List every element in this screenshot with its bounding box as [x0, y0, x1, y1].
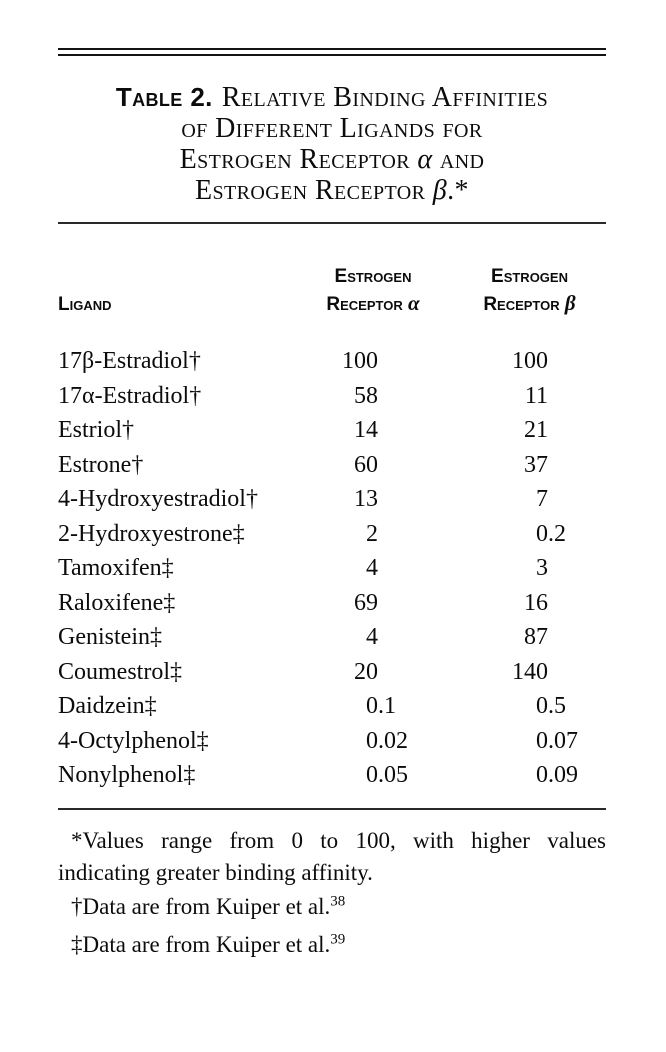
- ligand-cell: Coumestrol‡: [58, 658, 182, 685]
- col-header-er-beta-line2: Receptor β: [483, 291, 576, 315]
- value-fraction-part: .02: [378, 727, 408, 754]
- col-header-er-alpha-line2: Receptor α: [326, 291, 420, 315]
- title-line-3: Estrogen Receptor α and: [179, 144, 485, 175]
- ligand-cell: Genistein‡: [58, 624, 162, 650]
- er-beta-value-cell: [453, 551, 606, 586]
- ligand-cell: Estrone†: [58, 451, 144, 478]
- footnote-double-dagger: ‡Data are from Kuiper et al.$^{39}$: [71, 930, 346, 957]
- beta-symbol: β: [564, 291, 576, 315]
- value-fraction-part: .1: [378, 693, 396, 719]
- col-header-er-alpha: [293, 224, 453, 344]
- er-alpha-value-cell: [293, 620, 453, 655]
- table-row: [58, 344, 606, 379]
- footnote-dagger: †Data are from Kuiper et al.$^{38}$: [71, 892, 346, 919]
- footnote-star: *Values range from 0 to 100, with higher values indicating greater binding affinity.: [58, 827, 606, 885]
- value-integer-part: 3: [536, 555, 548, 581]
- table-row: [58, 724, 606, 759]
- table-row: [58, 517, 606, 552]
- table-header: [58, 224, 606, 344]
- value-integer-part: 37: [524, 451, 548, 478]
- er-beta-value-cell: [453, 655, 606, 690]
- table-title: [58, 82, 606, 206]
- ligand-cell: Daidzein‡: [58, 693, 157, 719]
- table-row: [58, 758, 606, 793]
- value-fraction-part: .09: [548, 762, 578, 788]
- er-beta-value-cell: [453, 724, 606, 759]
- reference-superscript: 39: [330, 930, 346, 947]
- col-header-er-alpha-line1: Estrogen: [334, 266, 412, 287]
- value-integer-part: 13: [354, 486, 378, 512]
- col-header-er-beta: [453, 224, 606, 344]
- value-fraction-part: .2: [548, 520, 566, 547]
- value-integer-part: 4: [366, 555, 378, 581]
- reference-superscript: 38: [330, 892, 346, 909]
- table-row: [58, 413, 606, 448]
- value-integer-part: 2: [366, 520, 378, 547]
- er-alpha-value-cell: [293, 413, 453, 448]
- er-alpha-value-cell: [293, 344, 453, 379]
- value-integer-part: 0: [366, 727, 378, 754]
- ligand-cell: Tamoxifen‡: [58, 555, 174, 581]
- ligand-cell: 17β-Estradiol†: [58, 348, 201, 374]
- value-integer-part: 0: [536, 762, 548, 788]
- alpha-symbol: α: [417, 144, 433, 175]
- value-fraction-part: .05: [378, 762, 408, 788]
- value-integer-part: 14: [354, 417, 378, 443]
- value-integer-part: 0: [366, 693, 378, 719]
- er-beta-value-cell: [453, 586, 606, 621]
- er-beta-value-cell: [453, 482, 606, 517]
- table-number-label: Table 2.: [115, 82, 213, 112]
- bottom-rule: [58, 808, 606, 810]
- er-beta-value-cell: [453, 620, 606, 655]
- header-row: [58, 224, 606, 344]
- er-beta-value-cell: [453, 517, 606, 552]
- er-beta-value-cell: [453, 448, 606, 483]
- binding-affinity-table: [58, 224, 606, 793]
- er-alpha-value-cell: [293, 655, 453, 690]
- title-line-4: Estrogen Receptor β.*: [195, 175, 469, 206]
- value-integer-part: 140: [512, 658, 548, 685]
- ligand-cell: 4-Hydroxyestradiol†: [58, 486, 258, 512]
- table-row: [58, 620, 606, 655]
- er-beta-value-cell: [453, 689, 606, 724]
- er-beta-value-cell: [453, 344, 606, 379]
- value-integer-part: 100: [342, 348, 378, 374]
- value-fraction-part: .5: [548, 693, 566, 719]
- value-integer-part: 69: [354, 589, 378, 616]
- table-row: [58, 655, 606, 690]
- er-alpha-value-cell: [293, 482, 453, 517]
- value-integer-part: 11: [524, 382, 548, 409]
- ligand-cell: 4-Octylphenol‡: [58, 727, 209, 754]
- value-integer-part: 0: [536, 727, 548, 754]
- ligand-cell: Estriol†: [58, 417, 134, 443]
- er-alpha-value-cell: [293, 724, 453, 759]
- ligand-cell: Raloxifene‡: [58, 589, 176, 616]
- title-line-1-text: Relative Binding Affinities: [221, 82, 549, 113]
- value-integer-part: 16: [524, 589, 548, 616]
- value-integer-part: 87: [524, 624, 548, 650]
- value-integer-part: 100: [512, 348, 548, 374]
- er-beta-value-cell: [453, 379, 606, 414]
- er-beta-value-cell: [453, 413, 606, 448]
- er-beta-value-cell: [453, 758, 606, 793]
- col-header-ligand: Ligand: [58, 294, 112, 315]
- value-integer-part: 20: [354, 658, 378, 685]
- col-header-er-beta-line1: Estrogen: [491, 266, 568, 287]
- er-alpha-value-cell: [293, 448, 453, 483]
- footnotes: [58, 825, 606, 961]
- value-fraction-part: .07: [548, 727, 578, 754]
- table-body: [58, 344, 606, 793]
- alpha-symbol: α: [407, 291, 420, 315]
- ligand-cell: 17α-Estradiol†: [58, 382, 202, 409]
- er-alpha-value-cell: [293, 758, 453, 793]
- ligand-cell: 2-Hydroxyestrone‡: [58, 520, 245, 547]
- table-row: [58, 448, 606, 483]
- ligand-cell: Nonylphenol‡: [58, 762, 196, 788]
- value-integer-part: 58: [354, 382, 378, 409]
- er-alpha-value-cell: [293, 586, 453, 621]
- top-double-rule: [58, 48, 606, 56]
- table-row: [58, 482, 606, 517]
- table-row: [58, 379, 606, 414]
- er-alpha-value-cell: [293, 689, 453, 724]
- value-integer-part: 0: [536, 520, 548, 547]
- table-row: [58, 689, 606, 724]
- er-alpha-value-cell: [293, 551, 453, 586]
- value-integer-part: 0: [366, 762, 378, 788]
- table-row: [58, 586, 606, 621]
- title-line-1: [58, 82, 606, 113]
- value-integer-part: 21: [524, 417, 548, 443]
- value-integer-part: 7: [536, 486, 548, 512]
- er-alpha-value-cell: [293, 379, 453, 414]
- value-integer-part: 60: [354, 451, 378, 478]
- beta-symbol: β: [432, 175, 448, 206]
- value-integer-part: 4: [366, 624, 378, 650]
- table-row: [58, 551, 606, 586]
- title-line-2: of Different Ligands for: [181, 113, 483, 144]
- table-page: [58, 48, 606, 961]
- er-alpha-value-cell: [293, 517, 453, 552]
- value-integer-part: 0: [536, 693, 548, 719]
